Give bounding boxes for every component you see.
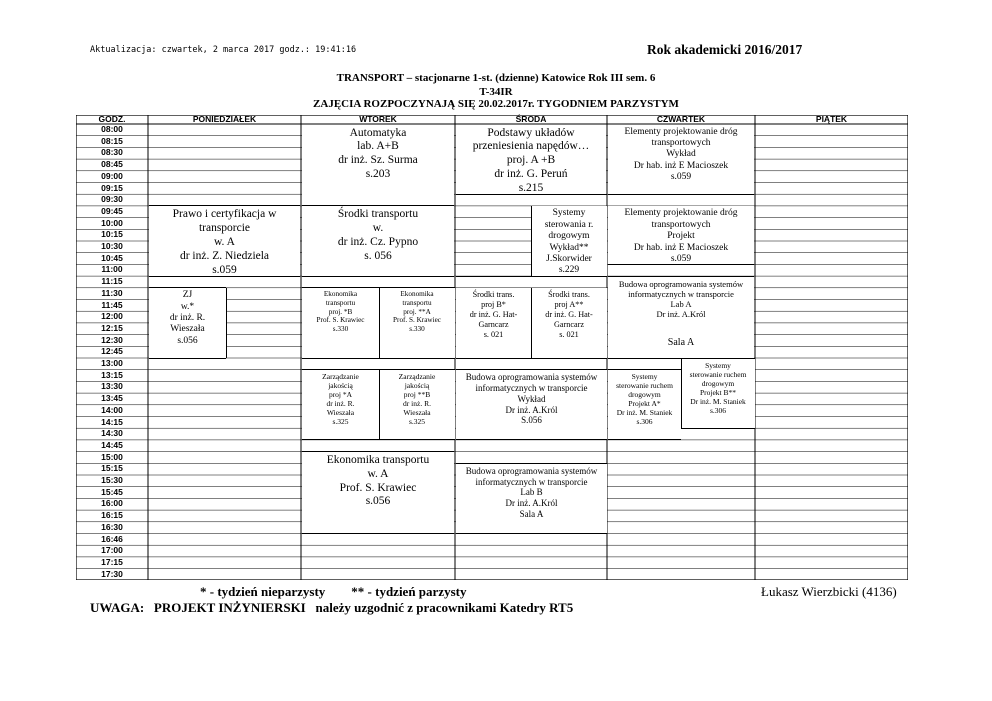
block-edge	[302, 205, 454, 206]
time-label: 13:30	[101, 381, 123, 392]
class-line: Projekt	[667, 231, 695, 242]
block-edge	[149, 358, 226, 359]
class-line: J.Skorwider	[546, 253, 592, 264]
block-edge	[456, 463, 607, 464]
class-line: proj A**	[554, 300, 584, 310]
class-line: transporcie	[198, 222, 251, 235]
time-label: 17:00	[101, 545, 123, 556]
time-label: 08:45	[101, 159, 123, 170]
class-line: dr inż. R.	[169, 313, 206, 324]
class-line: s.325	[332, 417, 349, 427]
class-line: S.056	[521, 415, 542, 426]
time-label: 14:30	[101, 428, 123, 439]
class-block-sr-systemy	[531, 206, 607, 276]
time-label: 09:30	[101, 194, 123, 205]
class-line: s. 021	[483, 329, 504, 339]
day-header-friday: PIĄTEK	[815, 114, 848, 124]
class-line: Dr inż. A.Król	[505, 498, 558, 509]
class-line: s.306	[636, 417, 653, 427]
class-block-cz-systemy-a	[608, 370, 681, 440]
class-line: Lab A	[670, 298, 692, 309]
class-line: dr inż. R.	[326, 399, 355, 409]
time-label: 11:15	[101, 276, 123, 287]
block-edge	[302, 451, 454, 452]
time-label: 15:30	[101, 475, 123, 485]
time-label: 16:30	[101, 521, 123, 532]
block-edge	[608, 276, 754, 277]
class-block-sr-podstawy	[456, 125, 606, 195]
class-line: dr inż. Cz. Pypno	[337, 235, 419, 248]
class-block-wt-zarzadzanie-b	[379, 370, 455, 440]
class-line: Zarządzanie	[398, 372, 436, 382]
header-line-2: T-34IR	[479, 86, 513, 98]
split-divider	[379, 370, 380, 440]
week-legend: * - tydzień nieparzysty ** - tydzień parzysty	[200, 584, 467, 599]
time-label: 14:15	[101, 416, 123, 427]
class-line: w. A	[367, 467, 389, 480]
class-line: s.059	[670, 253, 692, 264]
day-header-wednesday: ŚRODA	[515, 114, 547, 124]
class-block-pn-prawo	[149, 206, 300, 276]
class-block-cz-elementy-projekt	[608, 206, 754, 264]
class-line: s.229	[558, 265, 580, 276]
class-line: s.215	[518, 181, 544, 194]
class-block-cz-sala-a	[608, 335, 754, 358]
class-line: Wieszała	[326, 408, 355, 418]
project-note: UWAGA: PROJEKT INŻYNIERSKI należy uzgodnić z pracownikami Katedry RT5	[90, 600, 574, 615]
block-edge	[456, 194, 607, 195]
time-label: 15:45	[101, 486, 123, 497]
class-line: Wieszała	[170, 324, 205, 335]
day-header-monday: PONIEDZIAŁEK	[192, 114, 257, 124]
class-line: dr inż. G. Hat-	[469, 309, 518, 319]
class-line: s. 056	[364, 249, 392, 262]
class-line: proj B*	[481, 300, 506, 310]
time-label: 13:00	[101, 358, 123, 368]
class-line: Sala A	[667, 337, 695, 349]
class-line: dr inż. Z. Niedziela	[179, 249, 270, 262]
class-line: s. 021	[559, 329, 579, 339]
time-label: 12:30	[101, 334, 123, 345]
class-line: Dr hab. inż E Macioszek	[633, 242, 729, 253]
time-label: 09:45	[101, 205, 123, 216]
class-line: Systemy	[552, 208, 586, 219]
class-line: s.330	[409, 324, 425, 333]
block-edge	[608, 369, 681, 370]
block-edge	[681, 428, 755, 429]
class-line: s.330	[332, 324, 349, 333]
class-line: lab. A+B	[357, 140, 399, 153]
block-edge	[681, 358, 755, 359]
block-edge	[608, 194, 754, 195]
update-timestamp: Aktualizacja: czwartek, 2 marca 2017 godz.: 19:41:16	[90, 45, 357, 55]
block-edge	[608, 264, 754, 265]
class-line: Prof. S. Krawiec	[316, 316, 365, 325]
time-label: 08:00	[101, 124, 123, 134]
block-edge	[149, 205, 300, 206]
split-divider	[531, 288, 532, 358]
class-line: Automatyka	[349, 126, 407, 139]
block-edge	[456, 439, 607, 440]
header-line-3: ZAJĘCIA ROZPOCZYNAJĄ SIĘ 20.02.2017r. TYGODNIEM PARZYSTYM	[313, 98, 679, 110]
class-line: s.306	[709, 405, 727, 415]
split-divider	[226, 288, 227, 358]
time-label: 15:00	[101, 451, 123, 462]
class-line: ZJ	[182, 290, 193, 301]
block-edge	[302, 439, 455, 440]
class-line: sterowanie ruchem	[616, 381, 673, 391]
class-line: Dr inż. M. Staniek	[616, 408, 673, 418]
class-block-cz-systemy-b	[681, 359, 755, 429]
class-line: proj. A +B	[506, 154, 556, 167]
class-line: informatycznych w transporcie	[475, 382, 588, 393]
block-edge	[149, 276, 300, 277]
class-block-wt-automatyka	[302, 125, 454, 206]
time-label: 10:15	[101, 229, 123, 240]
class-line: Elementy projektowanie dróg	[624, 208, 738, 219]
split-divider	[531, 206, 532, 276]
class-line: Projekt A*	[628, 399, 661, 409]
class-line: jakością	[328, 381, 353, 391]
author: Łukasz Wierzbicki (4136)	[761, 584, 897, 599]
class-line: Wieszała	[403, 408, 431, 418]
class-line: proj. *B	[328, 307, 353, 316]
class-line: Budowa oprogramowania systemów	[618, 278, 744, 289]
class-block-pn-zj	[149, 288, 226, 358]
class-line: Ekonomika transportu	[326, 454, 430, 467]
class-block-wt-ekonomika-a	[379, 288, 455, 358]
time-label: 13:15	[101, 369, 123, 380]
day-header-thursday: CZWARTEK	[656, 114, 706, 124]
class-line: Prawo i certyfikacja w	[172, 208, 277, 221]
class-line: Dr inż. A.Król	[505, 404, 558, 415]
class-line: Wykład**	[549, 242, 589, 253]
block-edge	[531, 276, 607, 277]
class-line: w.*	[180, 301, 195, 312]
class-line: jakością	[404, 381, 430, 391]
class-line: s.203	[365, 167, 391, 180]
class-line: Środki trans.	[548, 290, 590, 300]
class-line: Wykład	[666, 149, 696, 160]
class-line: s.325	[408, 417, 426, 427]
class-line: przeniesienia napędów…	[472, 140, 590, 153]
block-edge	[456, 369, 607, 370]
class-line: Środki transportu	[337, 208, 419, 221]
class-line: proj *A	[328, 390, 353, 400]
class-line: Podstawy układów	[487, 126, 575, 139]
class-line: transportu	[402, 298, 432, 307]
class-line: w.	[372, 222, 384, 235]
split-divider	[379, 288, 380, 358]
class-line: Zarządzanie	[322, 372, 359, 382]
class-line: s.056	[365, 495, 391, 508]
class-line: dr inż. R.	[403, 399, 431, 409]
class-line: drogowym	[548, 231, 590, 242]
block-edge	[456, 358, 607, 359]
class-line: Lab B	[520, 487, 543, 498]
time-label: 13:45	[101, 393, 123, 404]
class-block-sr-srodki-b	[456, 288, 531, 358]
time-label: 14:45	[101, 439, 123, 450]
header-line-1: TRANSPORT – stacjonarne 1-st. (dzienne) Katowice Rok III sem. 6	[336, 72, 656, 84]
time-label: 14:00	[101, 404, 123, 415]
class-line: Ekonomika	[323, 290, 358, 299]
class-line: Dr hab. inż E Macioszek	[633, 160, 729, 171]
class-line: Budowa oprogramowania systemów	[465, 372, 598, 383]
time-label: 15:15	[101, 463, 123, 474]
time-label: 11:45	[101, 299, 123, 310]
time-label: 16:00	[101, 498, 123, 509]
time-label: 17:30	[101, 568, 123, 579]
class-line: dr inż. Sz. Surma	[338, 154, 418, 167]
class-line: drogowym	[701, 378, 735, 388]
class-block-cz-elementy-wyklad	[608, 125, 754, 195]
block-edge	[608, 439, 681, 440]
class-block-wt-srodki	[302, 206, 454, 276]
class-line: Projekt B**	[699, 387, 737, 397]
academic-year: Rok akademicki 2016/2017	[647, 42, 803, 57]
class-line: informatycznych w transporcie	[628, 288, 734, 299]
block-edge	[149, 287, 226, 288]
time-label: 17:15	[101, 556, 123, 567]
class-line: Budowa oprogramowania systemów	[465, 465, 598, 476]
block-edge	[302, 533, 454, 534]
time-label: 16:46	[101, 533, 123, 544]
time-label: 09:00	[101, 170, 123, 181]
time-label: 16:15	[101, 510, 123, 521]
time-label: 11:00	[101, 264, 123, 275]
time-label: 10:30	[101, 241, 123, 251]
class-block-wt-zarzadzanie-a	[302, 370, 379, 440]
class-line: Prof. S. Krawiec	[339, 481, 417, 494]
class-line: s.056	[177, 335, 198, 346]
class-line: s.059	[212, 263, 237, 276]
block-edge	[302, 358, 455, 359]
class-line: dr inż. G. Hat-	[545, 309, 593, 319]
schedule-table	[76, 115, 908, 580]
class-line: Sala A	[519, 508, 544, 519]
class-line: sterowania r.	[544, 219, 594, 230]
time-header: GODZ.	[98, 114, 126, 124]
class-line: informatycznych w transporcie	[475, 476, 588, 487]
time-label: 12:00	[101, 311, 123, 322]
class-line: proj. **A	[403, 307, 431, 316]
class-line: drogowym	[628, 390, 661, 400]
class-line: transportowych	[651, 137, 711, 148]
time-label: 11:30	[101, 287, 123, 298]
class-line: Systemy	[705, 360, 731, 370]
block-edge	[302, 287, 455, 288]
class-line: s.059	[670, 172, 692, 183]
class-block-cz-budowa-lab	[608, 277, 754, 335]
class-line: transportu	[325, 298, 356, 307]
class-line: Garncarz	[478, 319, 509, 329]
class-block-sr-budowa-wyklad	[456, 370, 607, 440]
class-block-sr-budowa-lab-b	[456, 464, 607, 534]
block-edge	[456, 533, 607, 534]
class-line: Ekonomika	[400, 290, 434, 299]
class-line: Elementy projektowanie dróg	[624, 126, 738, 137]
time-label: 10:00	[101, 217, 123, 228]
class-line: Prof. S. Krawiec	[393, 316, 441, 325]
class-line: w. A	[214, 235, 235, 248]
time-label: 12:15	[101, 322, 123, 333]
time-label: 08:30	[101, 147, 123, 158]
class-line: proj **B	[403, 390, 431, 400]
block-edge	[302, 369, 455, 370]
class-block-sr-srodki-a	[531, 288, 607, 358]
class-line: transportowych	[651, 219, 711, 230]
class-line: Garncarz	[554, 319, 584, 329]
class-line: Wykład	[517, 393, 546, 404]
class-line: Systemy	[631, 372, 658, 382]
class-block-wt-ekonomika-wyklad	[302, 452, 454, 533]
time-label: 08:15	[101, 135, 123, 146]
time-label: 12:45	[101, 346, 123, 357]
class-line: sterowanie ruchem	[689, 369, 747, 379]
class-line: Dr inż. M. Staniek	[690, 396, 746, 406]
class-line: Środki trans.	[472, 290, 515, 300]
time-label: 09:15	[101, 182, 123, 193]
block-edge	[302, 276, 454, 277]
day-header-tuesday: WTOREK	[359, 114, 397, 124]
class-line: Dr inż. A.Król	[656, 309, 706, 320]
time-label: 10:45	[101, 252, 123, 263]
class-block-wt-ekonomika-b	[302, 288, 379, 358]
class-line: dr inż. G. Peruń	[494, 167, 568, 180]
